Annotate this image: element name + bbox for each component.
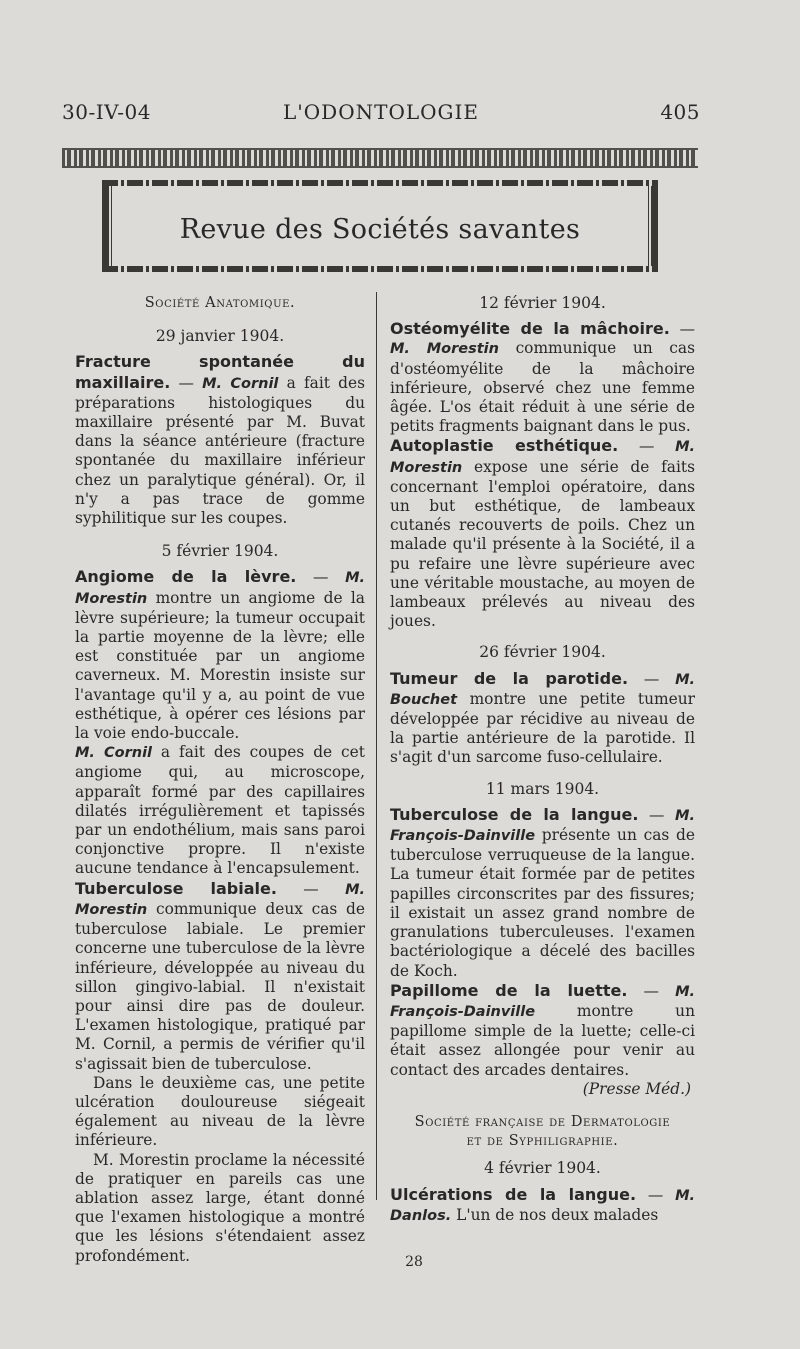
- entry-heading: Angiome de la lèvre.: [75, 567, 297, 587]
- left-column: [75, 292, 365, 1266]
- journal-title: L'ODONTOLOGIE: [283, 100, 479, 124]
- entry-heading: Fracture spontanée du maxillaire.: [75, 352, 365, 392]
- entry-text: a fait des préparations histologiques du maxillaire présenté par M. Buvat dans la séance antérieure (fracture spontanée du maxillaire inférieur chez un paralytique général). Or, il n'y a pas trace de gomme syphilitique sur les coupes.: [75, 373, 365, 528]
- entry-author: M. Bouchet: [390, 671, 695, 708]
- section-title-frame: [102, 180, 658, 272]
- signature-number: 28: [405, 1254, 423, 1270]
- society-heading: Société Anatomique.: [144, 295, 296, 311]
- society-heading-line2: et de Syphiligraphie.: [466, 1133, 619, 1150]
- society-heading: Société française de Dermatologie: [414, 1113, 671, 1130]
- meeting-date: 5 février 1904.: [161, 542, 279, 561]
- entry-heading: Tumeur de la parotide.: [390, 668, 629, 688]
- entry-author: M. Morestin: [75, 881, 365, 918]
- issue-date: 30-IV-04: [62, 100, 151, 124]
- meeting-date: 4 février 1904.: [484, 1159, 601, 1178]
- entry-heading: Papillome de la luette.: [390, 980, 628, 1000]
- entry-author: M. Danlos.: [390, 1187, 695, 1224]
- entry-paragraph: Papillome de la luette. — M. François-Dainville montre un papillome simple de la luette; celle-ci était assez allongée pour venir au contact des arcades dentaires.: [390, 980, 695, 1079]
- meeting-date: 11 mars 1904.: [485, 779, 600, 798]
- entry-paragraph: M. Morestin proclame la nécessité de pratiquer en pareils cas une ablation assez large, étant donné que l'examen histologique a montré que les lésions s'étendaient assez profondément.: [75, 1150, 365, 1265]
- entry-text: montre un angiome de la lèvre supérieure; la tumeur occupait la partie moyenne de la lèvre; elle est constituée par un angiome caverneux. M. Morestin insiste sur l'avantage qu'il y a, au point de vue esthétique, à opérer ces lésions par la voie endo-buccale.: [75, 588, 365, 743]
- meeting-date: 12 février 1904.: [479, 294, 606, 312]
- entry-author: M. Morestin: [390, 341, 499, 358]
- entry-paragraph: Tuberculose labiale. — M. Morestin communique deux cas de tuberculose labiale. Le premier concerne une tuberculose de la lèvre inférieure, développée au niveau du sillon gingivo-labial. Il n'existait pour ainsi dire pas de douleur. L'examen histologique, pratiqué par M. Cornil, a permis de vérifier qu'il s'agissait bien de tuberculose.: [75, 878, 365, 1073]
- entry-paragraph: Ostéomyélite de la mâchoire. — M. Morestin communique un cas d'ostéomyélite de la mâchoire inférieure, observé chez une femme âgée. L'os était réduit à une série de petits fragments baignant dans le pus.: [390, 319, 695, 436]
- entry-text: a fait des coupes de cet angiome qui, au microscope, apparaît formé par des capillaires dilatés irrégulièrement et tapissés par un endothélium, mais sans paroi conjonctive propre. Il n'existe aucune tendance à l'encapsulement.: [75, 743, 365, 878]
- ornamental-band: [62, 148, 698, 168]
- entry-author: M. Cornil: [202, 375, 279, 392]
- entry-heading: Autoplastie esthétique.: [390, 436, 619, 456]
- meeting-date: 26 février 1904.: [479, 643, 606, 662]
- entry-text: communique deux cas de tuberculose labiale. Le premier concerne une tuberculose de la lèvre inférieure, développée au niveau du sillon gingivo-labial. Il n'existait pour ainsi dire pas de douleur. L'examen histologique, pratiqué par M. Cornil, a permis de vérifier qu'il s'agissait bien de tuberculose.: [75, 899, 365, 1073]
- entry-paragraph: Tumeur de la parotide. — M. Bouchet montre une petite tumeur développée par récidive au niveau de la partie antérieure de la parotide. Il s'agit d'un sarcome fuso-cellulaire.: [390, 668, 695, 767]
- section-title: Revue des Sociétés savantes: [179, 214, 581, 245]
- entry-paragraph: Autoplastie esthétique. — M. Morestin expose une série de faits concernant l'emploi opératoire, dans un but esthétique, de lambeaux cutanés recouverts de poils. Chez un malade qu'il présente à la Société, il a pu refaire une lèvre supérieure avec une véritable moustache, au moyen de lambeaux prélevés au niveau des joues.: [390, 436, 695, 631]
- entry-text: montre un papillome simple de la luette; celle-ci était assez allongée pour venir au contact des arcades dentaires.: [390, 1001, 695, 1079]
- entry-author: M. Morestin: [75, 570, 365, 607]
- running-head: [62, 100, 700, 130]
- entry-text: expose une série de faits concernant l'emploi opératoire, dans un but esthétique, de lambeaux cutanés recouverts de poils. Chez un malade qu'il présente à la Société, il a pu refaire une lèvre supérieure avec une véritable moustache, au moyen de lambeaux prélevés au niveau des joues.: [390, 457, 695, 631]
- entry-paragraph: Ulcérations de la langue. — M. Danlos. L'un de nos deux malades: [390, 1184, 695, 1224]
- source-citation: (Presse Méd.): [582, 1079, 691, 1098]
- folio: 405: [660, 100, 700, 124]
- entry-author: M. François-Dainville: [390, 807, 695, 845]
- entry-author: M. Morestin: [390, 439, 695, 476]
- entry-text: présente un cas de tuberculose verruqueuse de la langue. La tumeur était formée par de petites papilles circonscrites par des fissures; il existait un assez grand nombre de granulations tuberculeuses. l'examen bactériologique a décelé des bacilles de Koch.: [390, 826, 695, 980]
- entry-heading: Tuberculose labiale.: [75, 878, 277, 898]
- entry-paragraph: Dans le deuxième cas, une petite ulcération douloureuse siégeait également au niveau de la lèvre inférieure.: [75, 1073, 365, 1150]
- entry-text: L'un de nos deux malades: [456, 1205, 659, 1224]
- meeting-date: 29 janvier 1904.: [155, 327, 285, 346]
- entry-text: montre une petite tumeur développée par récidive au niveau de la partie antérieure de la parotide. Il s'agit d'un sarcome fuso-cellulaire.: [390, 689, 695, 767]
- entry-heading: Tuberculose de la langue.: [390, 804, 639, 824]
- entry-heading: Ostéomyélite de la mâchoire.: [390, 319, 670, 339]
- entry-paragraph: Tuberculose de la langue. — M. François-Dainville présente un cas de tuberculose verruqueuse de la langue. La tumeur était formée par de petites papilles circonscrites par des fissures; il existait un assez grand nombre de granulations tuberculeuses. l'examen bactériologique a décelé des bacilles de Koch.: [390, 804, 695, 980]
- entry-text: communique un cas d'ostéomyélite de la mâchoire inférieure, observé chez une femme âgée. L'os était réduit à une série de petits fragments baignant dans le pus.: [390, 339, 695, 436]
- entry-author: M. Cornil: [75, 745, 153, 762]
- entry-author: M. François-Dainville: [390, 983, 695, 1020]
- column-divider: [376, 292, 377, 1200]
- entry-paragraph: [75, 743, 365, 878]
- right-column: [390, 292, 695, 1226]
- entry-heading: Ulcérations de la langue.: [390, 1184, 637, 1204]
- entry-paragraph: Fracture spontanée du maxillaire. — M. Cornil a fait des préparations histologiques du maxillaire présenté par M. Buvat dans la séance antérieure (fracture spontanée du maxillaire inférieur chez un paralytique général). Or, il n'y a pas trace de gomme syphilitique sur les coupes.: [75, 352, 365, 528]
- entry-paragraph: Angiome de la lèvre. — M. Morestin montre un angiome de la lèvre supérieure; la tumeur occupait la partie moyenne de la lèvre; elle est constituée par un angiome caverneux. M. Morestin insiste sur l'avantage qu'il y a, au point de vue esthétique, à opérer ces lésions par la voie endo-buccale.: [75, 567, 365, 743]
